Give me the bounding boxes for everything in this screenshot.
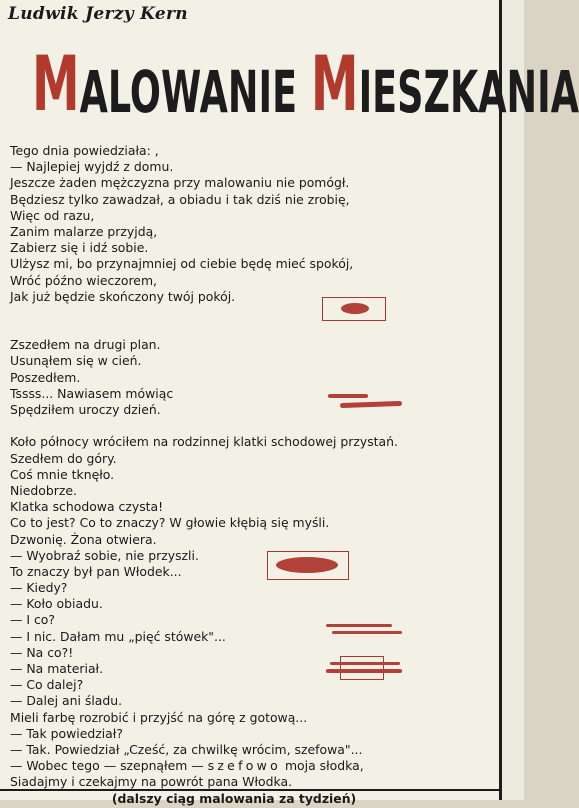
poem-line: Zszedłem na drugi plan. <box>10 338 161 354</box>
poem-line: — I co? <box>10 613 55 629</box>
poem-line: Jeszcze żaden mężczyzna przy malowaniu nie pomógł. <box>10 176 350 192</box>
title-word-1: ALOWANIE <box>79 58 298 126</box>
poem-line: Co to jest? Co to znaczy? W głowie kłębią się myśli. <box>10 516 330 532</box>
poem-line-part: moja słodka, <box>281 759 364 775</box>
poem-line: Zanim malarze przyjdą, <box>10 224 158 240</box>
poem-line: Jak już będzie skończony twój pokój. <box>10 289 236 305</box>
poem-line: — Wyobraź sobie, nie przyszli. <box>10 548 199 564</box>
poem-line: — Tak powiedział? <box>10 726 123 742</box>
author-name: Ludwik Jerzy Kern <box>8 4 188 24</box>
poem-line: Spędziłem uroczy dzień. <box>10 403 161 418</box>
poem-line-part: — Wobec tego — szepnąłem — <box>10 759 208 775</box>
poem-line: — Koło obiadu. <box>10 597 103 613</box>
article-title <box>32 39 579 128</box>
poem-line: Koło północy wróciłem na rodzinnej klatki schodowej przystań. <box>10 435 398 451</box>
poem-line: Więc od razu, <box>10 208 95 224</box>
poem-line: Usunąłem się w cień. <box>10 354 142 370</box>
poem-line: Niedobrze. <box>10 483 77 499</box>
poem-line: Klatka schodowa czysta! <box>10 500 164 516</box>
poem-line: Zabierz się i idź sobie. <box>10 241 149 257</box>
poem-line: Coś mnie tknęło. <box>10 467 115 483</box>
poem-line: Dzwonię. Żona otwiera. <box>10 532 157 548</box>
title-initial-1: M <box>32 39 80 128</box>
poem-line: Ulżysz mi, bo przynajmniej od ciebie będę mieć spokój, <box>10 257 354 273</box>
poem-line: — Na materiał. <box>10 662 104 677</box>
poem-line: — Co dalej? <box>10 678 84 694</box>
continuation-note: (dalszy ciąg malowania za tydzień) <box>111 791 357 807</box>
poem-line: — I nic. Dałam mu „pięć stówek"... <box>10 629 226 645</box>
paint-blob <box>341 303 369 314</box>
poem-line: Tssss... Nawiasem mówiąc <box>10 386 174 402</box>
stanza-3 <box>10 435 485 807</box>
title-word-2: IESZKANIA <box>358 58 579 126</box>
poem-line: — Najlepiej wyjdź z domu. <box>10 160 174 176</box>
poem-line: — Kiedy? <box>10 581 68 597</box>
emphasized-word: szefowo <box>207 759 282 775</box>
paint-stroke <box>330 662 400 665</box>
poem-line: — Dalej ani śladu. <box>10 694 123 710</box>
paint-mark-box <box>340 656 384 680</box>
poem-line: Będziesz tylko zawadzał, a obiadu i tak dziś nie zrobię, <box>10 192 350 208</box>
poem-line: Wróć późno wieczorem, <box>10 273 158 289</box>
paint-stroke <box>332 631 402 634</box>
poem-line: Poszedłem. <box>10 370 81 386</box>
title-initial-2: M <box>310 39 359 128</box>
poem-line: — Na co?! <box>10 645 74 661</box>
stanza-2 <box>10 338 485 419</box>
poem-line: To znaczy był pan Włodek... <box>10 564 182 580</box>
paint-stroke <box>328 394 368 398</box>
poem-line <box>10 759 485 775</box>
poem-line: Siadajmy i czekajmy na powrót pana Włodka. <box>10 775 293 791</box>
paint-blob <box>276 557 338 573</box>
paint-mark-box <box>267 551 349 580</box>
stanza-1 <box>10 144 485 306</box>
poem-body <box>10 144 485 808</box>
paint-mark-box <box>322 297 386 321</box>
poem-line: Szedłem do góry. <box>10 451 117 467</box>
poem-line: Mieli farbę rozrobić i przyjść na górę z gotową... <box>10 710 308 726</box>
paint-stroke <box>326 624 392 627</box>
paint-stroke <box>326 669 402 673</box>
poem-line: — Tak. Powiedział „Cześć, za chwilkę wrócim, szefowa"... <box>10 742 363 758</box>
poem-line: Tego dnia powiedziała: , <box>10 144 159 159</box>
